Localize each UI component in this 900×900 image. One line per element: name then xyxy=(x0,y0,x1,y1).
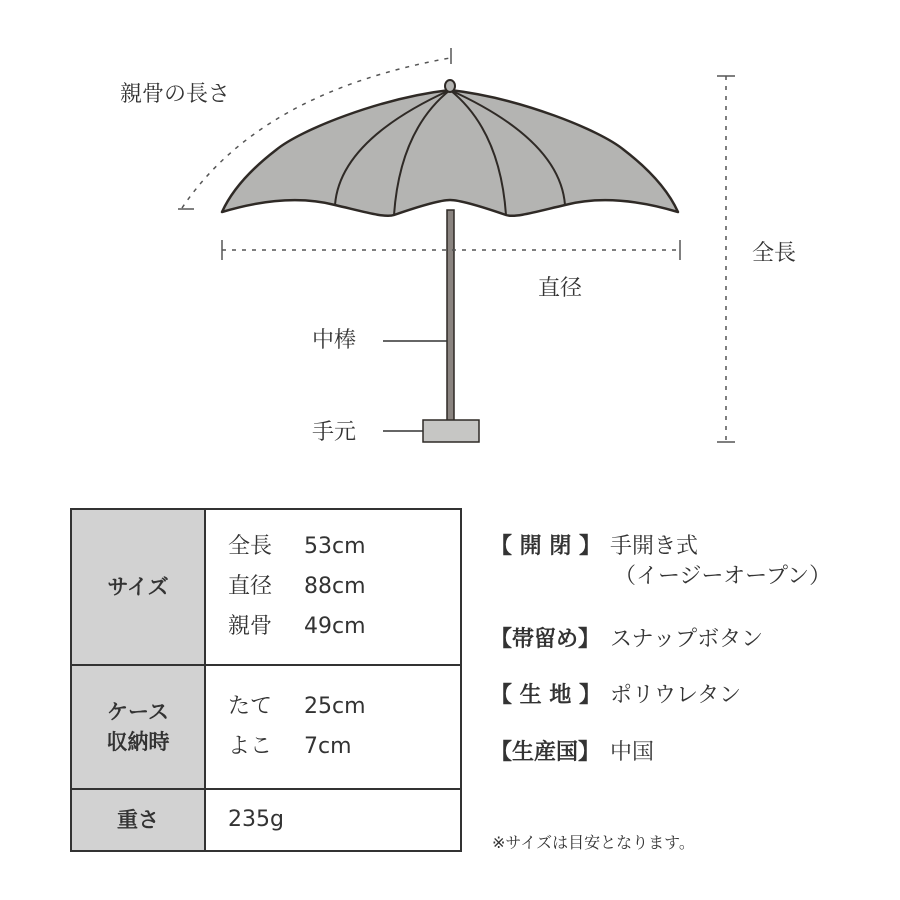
spec-label: 【帯留め】 xyxy=(490,627,601,652)
size-spec-table xyxy=(70,508,462,852)
umbrella-tip xyxy=(445,80,455,92)
spec-strap xyxy=(490,625,763,655)
case-key: たて xyxy=(228,694,273,719)
spec-label: 【生産国】 xyxy=(490,740,601,765)
spec-open-close xyxy=(490,532,831,592)
case-line-width xyxy=(228,727,460,767)
spec-country xyxy=(490,738,654,768)
spec-value: ポリウレタン xyxy=(610,683,742,708)
table-header-case-line2: 収納時 xyxy=(106,730,170,754)
table-row-case xyxy=(72,664,460,788)
umbrella-canopy xyxy=(222,90,678,216)
umbrella-handle xyxy=(423,420,479,442)
umbrella-shaft xyxy=(447,210,454,422)
table-header-weight xyxy=(72,790,206,850)
case-key: よこ xyxy=(228,734,273,759)
table-header-case-line1: ケース xyxy=(107,699,169,724)
table-cell-weight xyxy=(206,790,460,850)
spec-value: スナップボタン xyxy=(610,627,764,652)
case-line-height xyxy=(228,687,460,727)
table-header-size-label: サイズ xyxy=(107,574,169,599)
table-header-weight-label: 重さ xyxy=(117,807,159,832)
table-cell-size xyxy=(206,510,460,664)
size-key: 親骨 xyxy=(228,614,273,639)
spec-value-continued: （イージーオープン） xyxy=(614,564,832,589)
spec-value: 中国 xyxy=(610,740,655,765)
spec-fabric xyxy=(490,681,741,711)
size-note: ※サイズは目安となります。 xyxy=(492,833,695,852)
spec-label: 【 開 閉 】 xyxy=(490,534,601,559)
size-line-rib xyxy=(228,607,460,647)
table-cell-case xyxy=(206,666,460,788)
weight-value: 235g xyxy=(228,807,284,832)
spec-label: 【 生 地 】 xyxy=(490,683,601,708)
size-key: 直径 xyxy=(228,574,273,599)
size-value: 49cm xyxy=(304,614,366,639)
table-header-size xyxy=(72,510,206,664)
case-value: 25cm xyxy=(304,694,366,719)
shaft-label: 中棒 xyxy=(312,328,357,353)
case-value: 7cm xyxy=(304,734,352,759)
diameter-label: 直径 xyxy=(538,276,583,301)
size-line-total-length xyxy=(228,527,460,567)
table-row-weight xyxy=(72,788,460,850)
size-key: 全長 xyxy=(228,534,273,559)
total-length-label: 全長 xyxy=(752,241,797,266)
size-value: 88cm xyxy=(304,574,366,599)
table-header-case xyxy=(72,666,206,788)
spec-value: 手開き式 xyxy=(610,534,699,559)
size-line-diameter xyxy=(228,567,460,607)
table-row-size xyxy=(72,510,460,664)
rib-length-label: 親骨の長さ xyxy=(120,82,231,107)
handle-label: 手元 xyxy=(312,420,357,445)
size-value: 53cm xyxy=(304,534,366,559)
